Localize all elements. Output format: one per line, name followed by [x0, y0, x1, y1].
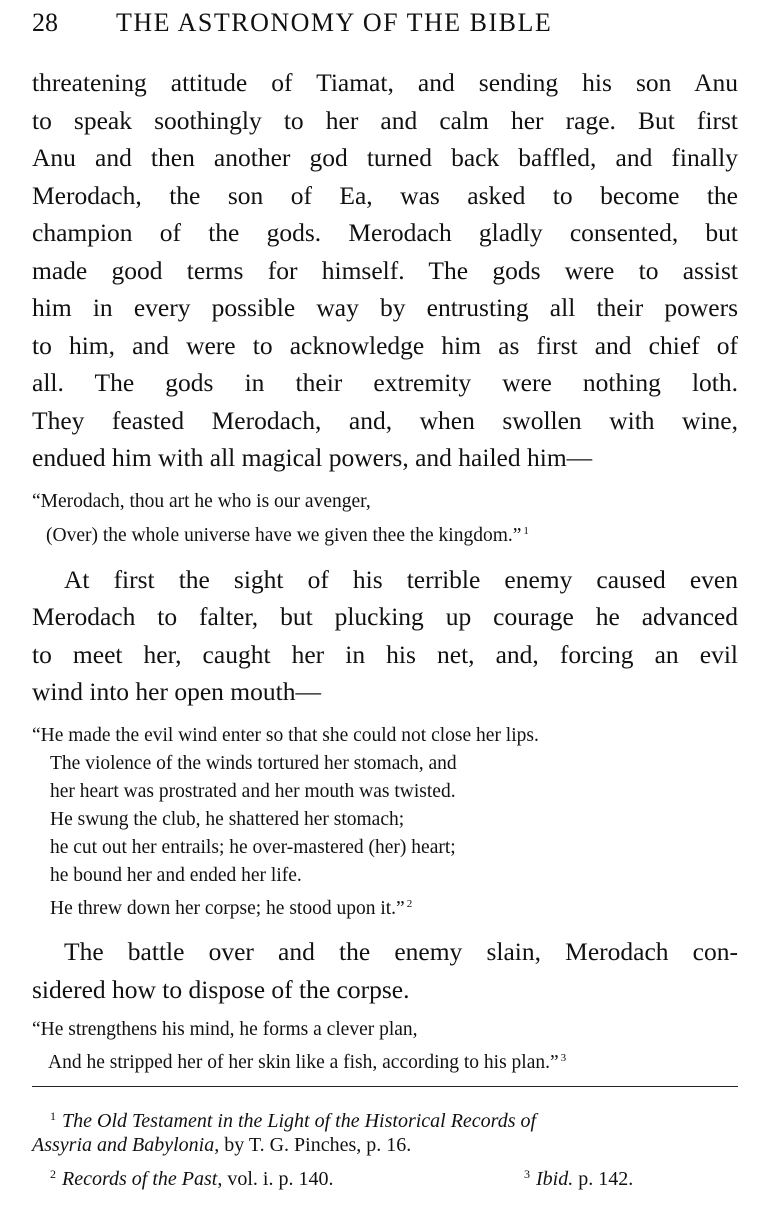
page-number: 28 — [32, 8, 58, 37]
quote-line: he cut out her entrails; he over-mastered (her) heart; — [50, 837, 456, 858]
quote-line: (Over) the whole universe have we given thee the kingdom.” $^1$ — [46, 525, 529, 546]
cited-title: Ibid. — [536, 1168, 574, 1190]
footnote-ref[interactable]: 2 — [406, 898, 413, 910]
text-line: wind into her open mouth— — [32, 677, 321, 706]
running-title: THE ASTRONOMY OF THE BIBLE — [116, 8, 553, 37]
text-line: Merodach to falter, but plucking up courage he advanced — [32, 602, 738, 631]
quote-line: “He strengthens his mind, he forms a clever plan, — [32, 1019, 418, 1040]
cited-title: Records of the Past — [62, 1168, 218, 1190]
footnote-number: 1 — [50, 1109, 56, 1123]
cited-title: Assyria and Babylonia — [32, 1134, 215, 1156]
text-line: Anu and then another god turned back baffled, and finally — [32, 143, 738, 172]
footnote-divider — [32, 1086, 738, 1087]
text-line: all. The gods in their extremity were nothing loth. — [32, 368, 738, 397]
quote-line: “He made the evil wind enter so that she could not close her lips. — [32, 725, 539, 746]
quote-line: “Merodach, thou art he who is our avenger, — [32, 491, 371, 512]
quote-line: He threw down her corpse; he stood upon it.” $^2$ — [50, 898, 413, 919]
cited-title: The Old Testament in the Light of the Historical Records of — [62, 1110, 537, 1132]
text-line: to him, and were to acknowledge him as first and chief of — [32, 331, 738, 360]
text-line: endued him with all magical powers, and hailed him— — [32, 443, 593, 472]
footnote-ref[interactable]: 1 — [523, 525, 529, 537]
quote-line: The violence of the winds tortured her stomach, and — [50, 753, 457, 774]
text-line: At first the sight of his terrible enemy caused even — [64, 565, 738, 594]
page-header — [32, 8, 732, 42]
quote-line: He swung the club, he shattered her stomach; — [50, 809, 405, 830]
footnote-ref[interactable]: 3 — [560, 1052, 567, 1064]
text-line: They feasted Merodach, and, when swollen with wine, — [32, 406, 738, 435]
quote-line: he bound her and ended her life. — [50, 865, 302, 886]
footnote-1 — [50, 1104, 536, 1133]
footnote-number: 3 — [524, 1167, 530, 1181]
text-line: him in every possible way by entrusting all their powers — [32, 293, 738, 322]
footnote-number: 2 — [50, 1167, 56, 1181]
text-line: to meet her, caught her in his net, and, forcing an evil — [32, 640, 738, 669]
text-line: The battle over and the enemy slain, Merodach con- — [64, 937, 738, 966]
footnote-2: $^2$ Records of the Past, vol. i. p. 140. — [50, 1167, 334, 1190]
text-line: to speak soothingly to her and calm her rage. But first — [32, 106, 738, 135]
text-line: champion of the gods. Merodach gladly consented, but — [32, 218, 738, 247]
text-line: threatening attitude of Tiamat, and sending his son Anu — [32, 68, 738, 97]
footnote-3: $^3$ Ibid. p. 142. — [524, 1167, 634, 1190]
quote-line: her heart was prostrated and her mouth was twisted. — [50, 781, 456, 802]
text-line: Merodach, the son of Ea, was asked to become the — [32, 181, 738, 210]
text-line: made good terms for himself. The gods were to assist — [32, 256, 738, 285]
text-line: sidered how to dispose of the corpse. — [32, 975, 410, 1004]
footnote-1-continued: Assyria and Babylonia, by T. G. Pinches, p. 16. — [32, 1134, 412, 1156]
quote-line: And he stripped her of her skin like a fish, according to his plan.” $^3$ — [48, 1052, 567, 1073]
